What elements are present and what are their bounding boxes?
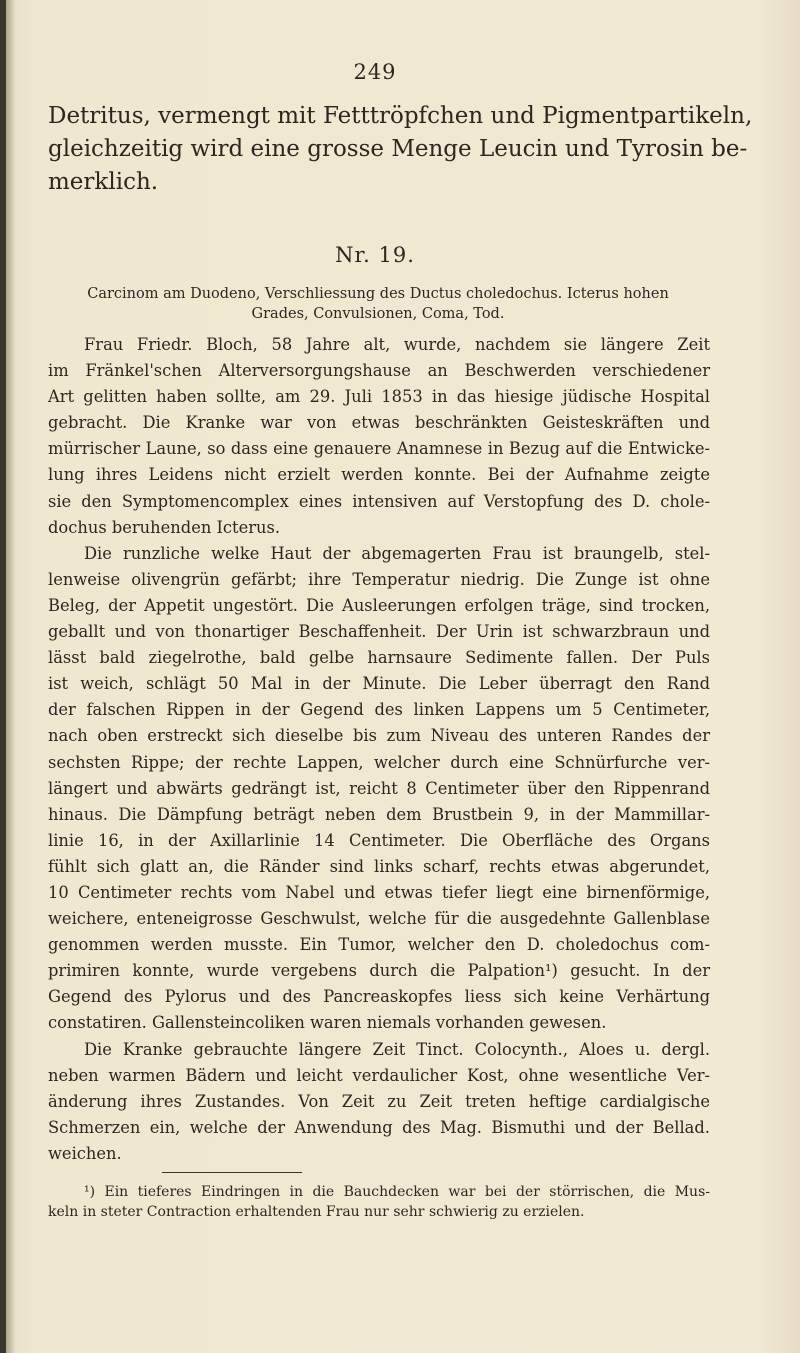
body-line: der falschen Rippen in der Gegend des linken Lappens um 5 Centimeter, <box>48 700 710 720</box>
body-line: lenweise olivengrün gefärbt; ihre Temperatur niedrig. Die Zunge ist ohne <box>48 569 710 589</box>
body-line: Art gelitten haben sollte, am 29. Juli 1853 in das hiesige jüdische Hospital <box>48 387 710 407</box>
footnote <box>48 1182 710 1222</box>
body-line: ist weich, schlägt 50 Mal in der Minute. Die Leber überragt den Rand <box>48 674 710 694</box>
body-line: linie 16, in der Axillarlinie 14 Centimeter. Die Oberfläche des Organs <box>48 830 710 850</box>
body-line: weichen. <box>48 1143 122 1163</box>
body-line: hinaus. Die Dämpfung beträgt neben dem Brustbein 9, in der Mammillar- <box>48 804 710 824</box>
case-heading: Nr. 19. <box>335 243 415 267</box>
body-line: constatiren. Gallensteincoliken waren niemals vorhanden gewesen. <box>48 1013 607 1033</box>
body-line: Gegend des Pylorus und des Pancreaskopfes liess sich keine Verhärtung <box>48 987 710 1007</box>
body-line: primiren konnte, wurde vergebens durch die Palpation¹) gesucht. In der <box>48 961 710 981</box>
page-number: 249 <box>353 60 397 84</box>
footnote-line: keln in steter Contraction erhaltenden Frau nur sehr schwierig zu erzielen. <box>48 1204 585 1220</box>
intro-line: merklich. <box>48 169 159 195</box>
body-line: geballt und von thonartiger Beschaffenheit. Der Urin ist schwarzbraun und <box>48 622 710 642</box>
intro-line: Detritus, vermengt mit Fetttröpfchen und Pigmentpartikeln, <box>48 103 753 129</box>
body-line: sechsten Rippe; der rechte Lappen, welcher durch eine Schnürfurche ver- <box>48 752 710 772</box>
body-line: lässt bald ziegelrothe, bald gelbe harnsaure Sedimente fallen. Der Puls <box>48 648 710 668</box>
body-line: mürrischer Laune, so dass eine genauere Anamnese in Bezug auf die Entwicke- <box>48 439 710 459</box>
body-line: Die runzliche welke Haut der abgemagerten Frau ist braungelb, stel- <box>84 543 710 563</box>
body-line: fühlt sich glatt an, die Ränder sind links scharf, rechts etwas abgerundet, <box>48 856 710 876</box>
body-line: neben warmen Bädern und leicht verdaulicher Kost, ohne wesentliche Ver- <box>48 1065 710 1085</box>
intro-paragraph <box>48 100 753 199</box>
body-line: weichere, enteneigrosse Geschwulst, welche für die ausgedehnte Gallenblase <box>48 909 710 929</box>
body-line: genommen werden musste. Ein Tumor, welcher den D. choledochus com- <box>48 935 710 955</box>
body-line: längert und abwärts gedrängt ist, reicht 8 Centimeter über den Rippenrand <box>48 778 710 798</box>
footnote-line: ¹) Ein tieferes Eindringen in die Bauchdecken war bei der störrischen, die Mus- <box>84 1184 710 1200</box>
footnote-divider <box>162 1172 302 1173</box>
body-line: sie den Symptomencomplex eines intensiven auf Verstopfung des D. chole- <box>48 491 710 511</box>
body-line: nach oben erstreckt sich dieselbe bis zum Niveau des unteren Randes der <box>48 726 710 746</box>
summary-line: Grades, Convulsionen, Coma, Tod. <box>251 306 505 322</box>
body-line: lung ihres Leidens nicht erzielt werden konnte. Bei der Aufnahme zeigte <box>48 465 710 485</box>
case-report-body <box>48 332 710 1167</box>
body-line: Die Kranke gebrauchte längere Zeit Tinct. Colocynth., Aloes u. dergl. <box>84 1039 710 1059</box>
body-line: gebracht. Die Kranke war von etwas beschränkten Geisteskräften und <box>48 413 710 433</box>
body-line: Frau Friedr. Bloch, 58 Jahre alt, wurde, nachdem sie längere Zeit <box>84 335 710 354</box>
body-line: Beleg, der Appetit ungestört. Die Ausleerungen erfolgen träge, sind trocken, <box>48 595 710 615</box>
body-line: im Fränkel'schen Alterversorgungshause an Beschwerden verschiedener <box>48 361 710 381</box>
body-line: Schmerzen ein, welche der Anwendung des Mag. Bismuthi und der Bellad. <box>48 1117 710 1137</box>
spine-shadow <box>6 0 16 1353</box>
summary-line: Carcinom am Duodeno, Verschliessung des Ductus choledochus. Icterus hohen <box>87 286 669 302</box>
case-summary <box>48 284 708 324</box>
body-line: änderung ihres Zustandes. Von Zeit zu Zeit treten heftige cardialgische <box>48 1091 710 1111</box>
body-line: dochus beruhenden Icterus. <box>48 517 281 537</box>
intro-line: gleichzeitig wird eine grosse Menge Leucin und Tyrosin be- <box>48 136 748 162</box>
body-line: 10 Centimeter rechts vom Nabel und etwas tiefer liegt eine birnenförmige, <box>48 882 710 902</box>
